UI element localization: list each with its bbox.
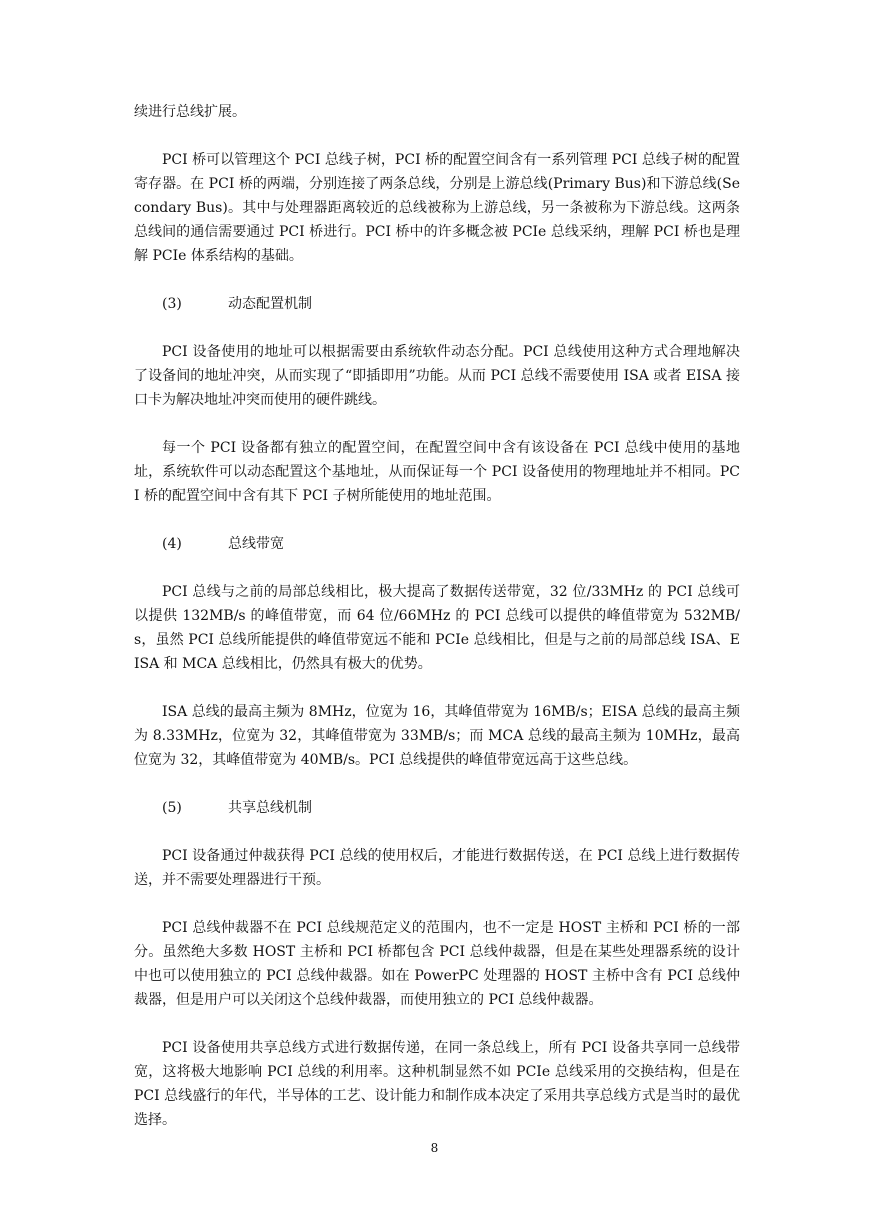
- section-heading-dynamic-config: [134, 292, 740, 316]
- paragraph-arbitration: PCI 设备通过仲裁获得 PCI 总线的使用权后，才能进行数据传送，在 PCI 总线上进行数据传送，并不需要处理器进行干预。: [134, 848, 740, 888]
- section-heading-bus-bandwidth: [134, 532, 740, 556]
- section-number: (4): [162, 536, 182, 552]
- section-heading-shared-bus: [134, 796, 740, 820]
- section-number: (5): [162, 800, 182, 816]
- page-body: [134, 100, 740, 1156]
- paragraph-bandwidth-comparison: PCI 总线与之前的局部总线相比，极大提高了数据传送带宽，32 位/33MHz 的 PCI 总线可以提供 132MB/s 的峰值带宽，而 64 位/66MHz 的 PCI 总线可以提供的峰值带宽为 532MB/s，虽然 PCI 总线所能提供的峰值带宽远不能和 PCIe 总线相比，但是与之前的局部总线 ISA、EISA 和 MCA 总线相比，仍然具有极大的优势。: [134, 584, 740, 672]
- paragraph-shared-bus-tradeoff: PCI 设备使用共享总线方式进行数据传递，在同一条总线上，所有 PCI 设备共享同一总线带宽，这将极大地影响 PCI 总线的利用率。这种机制显然不如 PCIe 总线采用的交换结构，但是在 PCI 总线盛行的年代，半导体的工艺、设计能力和制作成本决定了采用共享总线方式是当时的最优选择。: [134, 1040, 740, 1128]
- paragraph-pci-bridge: PCI 桥可以管理这个 PCI 总线子树，PCI 桥的配置空间含有一系列管理 PCI 总线子树的配置寄存器。在 PCI 桥的两端，分别连接了两条总线，分别是上游总线(Primary Bus)和下游总线(Secondary Bus)。其中与处理器距离较近的总线被称为上游总线，另一条被称为下游总线。这两条总线间的通信需要通过 PCI 桥进行。PCI 桥中的许多概念被 PCIe 总线采纳，理解 PCI 桥也是理解 PCIe 体系结构的基础。: [134, 152, 740, 264]
- section-number: (3): [162, 296, 182, 312]
- section-title: 共享总线机制: [228, 800, 312, 816]
- paragraph-config-space: 每一个 PCI 设备都有独立的配置空间，在配置空间中含有该设备在 PCI 总线中使用的基地址，系统软件可以动态配置这个基地址，从而保证每一个 PCI 设备使用的物理地址并不相同。PCI 桥的配置空间中含有其下 PCI 子树所能使用的地址范围。: [134, 440, 740, 504]
- section-title: 动态配置机制: [228, 296, 312, 312]
- paragraph-address-allocation: PCI 设备使用的地址可以根据需要由系统软件动态分配。PCI 总线使用这种方式合理地解决了设备间的地址冲突，从而实现了“即插即用”功能。从而 PCI 总线不需要使用 ISA 或者 EISA 接口卡为解决地址冲突而使用的硬件跳线。: [134, 344, 740, 408]
- paragraph-continuation: 续进行总线扩展。: [134, 104, 246, 120]
- page-number: 8: [430, 1141, 439, 1155]
- paragraph-arbiter: PCI 总线仲裁器不在 PCI 总线规范定义的范围内，也不一定是 HOST 主桥和 PCI 桥的一部分。虽然绝大多数 HOST 主桥和 PCI 桥都包含 PCI 总线仲裁器，但是在某些处理器系统的设计中也可以使用独立的 PCI 总线仲裁器。如在 PowerPC 处理器的 HOST 主桥中含有 PCI 总线仲裁器，但是用户可以关闭这个总线仲裁器，而使用独立的 PCI 总线仲裁器。: [134, 920, 740, 1008]
- paragraph-legacy-bus-specs: ISA 总线的最高主频为 8MHz，位宽为 16，其峰值带宽为 16MB/s；EISA 总线的最高主频为 8.33MHz，位宽为 32，其峰值带宽为 33MB/s；而 MCA 总线的最高主频为 10MHz，最高位宽为 32，其峰值带宽为 40MB/s。PCI 总线提供的峰值带宽远高于这些总线。: [134, 704, 740, 768]
- section-title: 总线带宽: [228, 536, 284, 552]
